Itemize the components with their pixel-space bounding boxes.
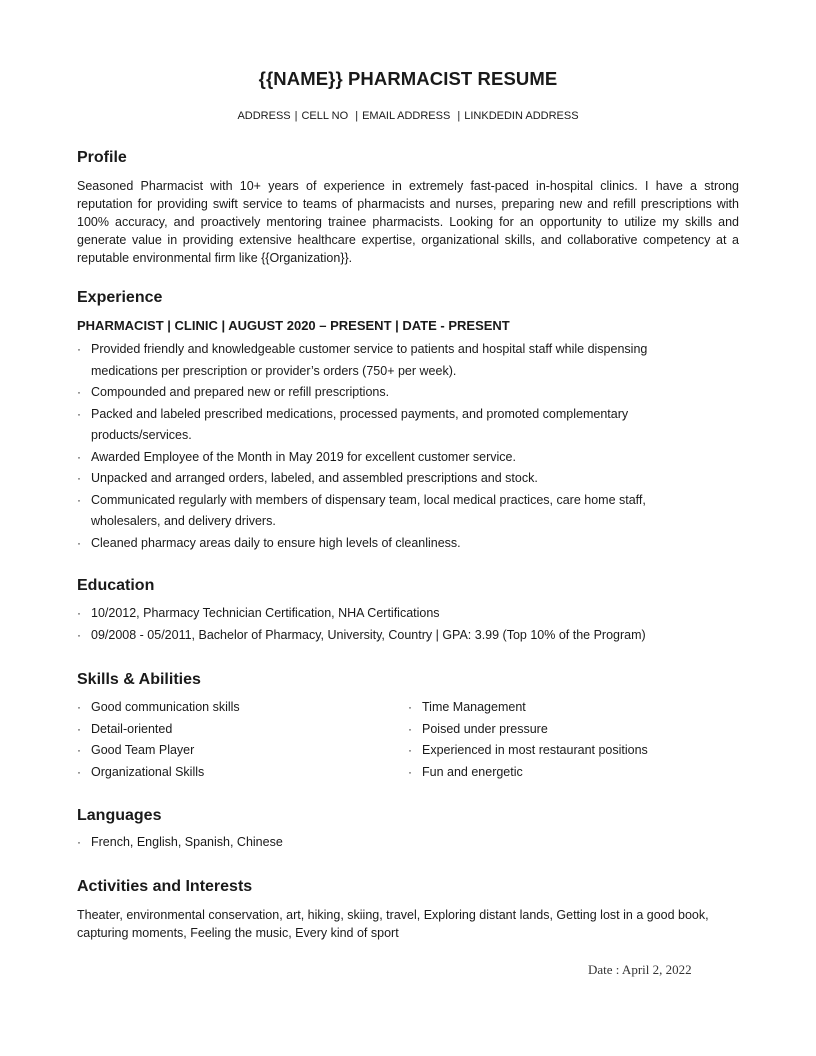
list-item: · Compounded and prepared new or refill prescriptions. [77, 385, 390, 399]
contact-cell: CELL NO [301, 110, 349, 122]
list-item: · Awarded Employee of the Month in May 2019 for excellent customer service. [77, 449, 516, 464]
languages-list [77, 832, 477, 854]
document-date: Date : April 2, 2022 [588, 962, 692, 977]
list-item: · 10/2012, Pharmacy Technician Certification, NHA Certifications [77, 606, 440, 620]
list-item: · Fun and energetic [408, 764, 523, 779]
list-item: · 09/2008 - 05/2011, Bachelor of Pharmacy, University, Country | GPA: 3.99 (Top 10% of the Program) [77, 627, 646, 642]
list-item: · Detail-oriented [77, 721, 173, 736]
contact-email: EMAIL ADDRESS [362, 110, 451, 122]
list-item: · Experienced in most restaurant positions [408, 743, 648, 757]
list-item: · Provided friendly and knowledgeable customer service to patients and hospital staff while dispensing medications per prescription or provider’s orders (750+ per week). [77, 342, 648, 378]
skills-right-list [408, 697, 728, 783]
list-item: · Communicated regularly with members of dispensary team, local medical practices, care home staff, wholesalers, and delivery drivers. [77, 492, 646, 528]
list-item: · Time Management [408, 700, 526, 714]
job-title: PHARMACIST | CLINIC | AUGUST 2020 – PRESENT | DATE - PRESENT [77, 318, 510, 333]
list-item: · Organizational Skills [77, 764, 205, 779]
contact-line: ADDRESS | CELL NO | EMAIL ADDRESS | LINKDEDIN ADDRESS [237, 110, 579, 122]
resume-title: {{NAME}} PHARMACIST RESUME [258, 68, 558, 89]
experience-heading: Experience [77, 289, 163, 306]
contact-address: ADDRESS [237, 110, 291, 122]
contact-linkedin: LINKDEDIN ADDRESS [464, 110, 579, 122]
profile-text: Seasoned Pharmacist with 10+ years of experience in extremely fast-paced in-hospital clinics. I have a strong reputation for providing swift service to teams of pharmacists and nurses, preparing new and refill prescriptions with 100% accuracy, and proactively mentoring trainee pharmacists. Looking for an opportunity to utilize my skills and generate value in providing extensive healthcare expertise, organizational skills, and collaborative competency at a reputable environmental firm like {{Organization}}. [77, 179, 739, 265]
list-item: · French, English, Spanish, Chinese [77, 835, 283, 849]
profile-heading: Profile [77, 149, 127, 166]
list-item: · Cleaned pharmacy areas daily to ensure high levels of cleanliness. [77, 535, 461, 550]
languages-heading: Languages [77, 807, 162, 824]
skills-left-list [77, 697, 397, 783]
list-item: · Packed and labeled prescribed medications, processed payments, and promoted complementary products/services. [77, 406, 629, 442]
list-item: · Poised under pressure [408, 721, 548, 736]
education-list [77, 603, 737, 646]
experience-list [77, 339, 697, 554]
skills-heading: Skills & Abilities [77, 671, 201, 688]
activities-heading: Activities and Interests [77, 878, 253, 895]
list-item: · Good Team Player [77, 743, 195, 757]
list-item: · Good communication skills [77, 700, 240, 714]
list-item: · Unpacked and arranged orders, labeled, and assembled prescriptions and stock. [77, 471, 538, 485]
activities-text: Theater, environmental conservation, art, hiking, skiing, travel, Exploring distant lands, Getting lost in a good book, capturing moments, Feeling the music, Every kind of sport [77, 908, 709, 940]
education-heading: Education [77, 577, 155, 594]
